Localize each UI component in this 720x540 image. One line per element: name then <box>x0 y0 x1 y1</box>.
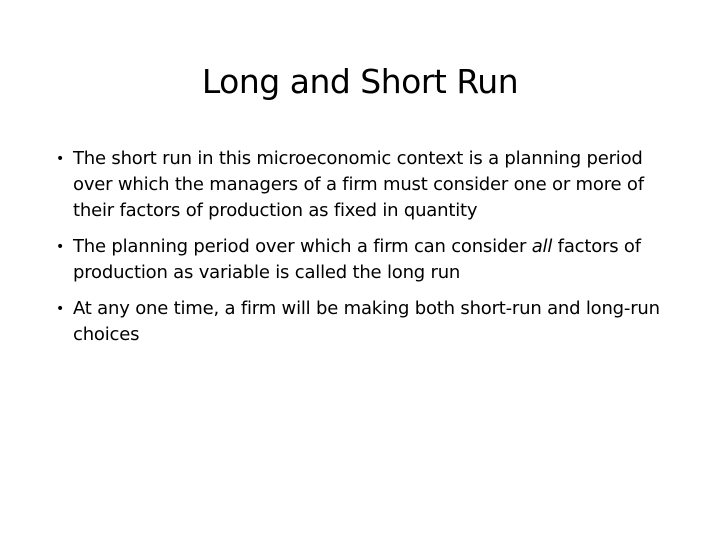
bullet-text <box>73 236 641 283</box>
bullet-item-short-run <box>56 146 666 224</box>
bullet-icon: • <box>56 239 65 255</box>
bullet-text: At any one time, a firm will be making both short-run and long-run choices <box>73 298 660 345</box>
bullet-item-choices <box>56 296 666 348</box>
bullet-item-long-run <box>56 234 666 286</box>
bullet-text: The short run in this microeconomic context is a planning period over which the managers of a firm must consider one or more of their factors of production as fixed in quantity <box>73 148 644 221</box>
bullet-text-before: The planning period over which a firm can consider <box>73 236 532 257</box>
bullet-list <box>56 146 666 358</box>
bullet-text-after: factors of production as variable is called the long run <box>73 236 641 283</box>
bullet-text-emphasis: all <box>531 236 553 257</box>
slide-title: Long and Short Run <box>201 62 519 101</box>
bullet-icon: • <box>56 151 65 167</box>
bullet-icon: • <box>56 301 65 317</box>
